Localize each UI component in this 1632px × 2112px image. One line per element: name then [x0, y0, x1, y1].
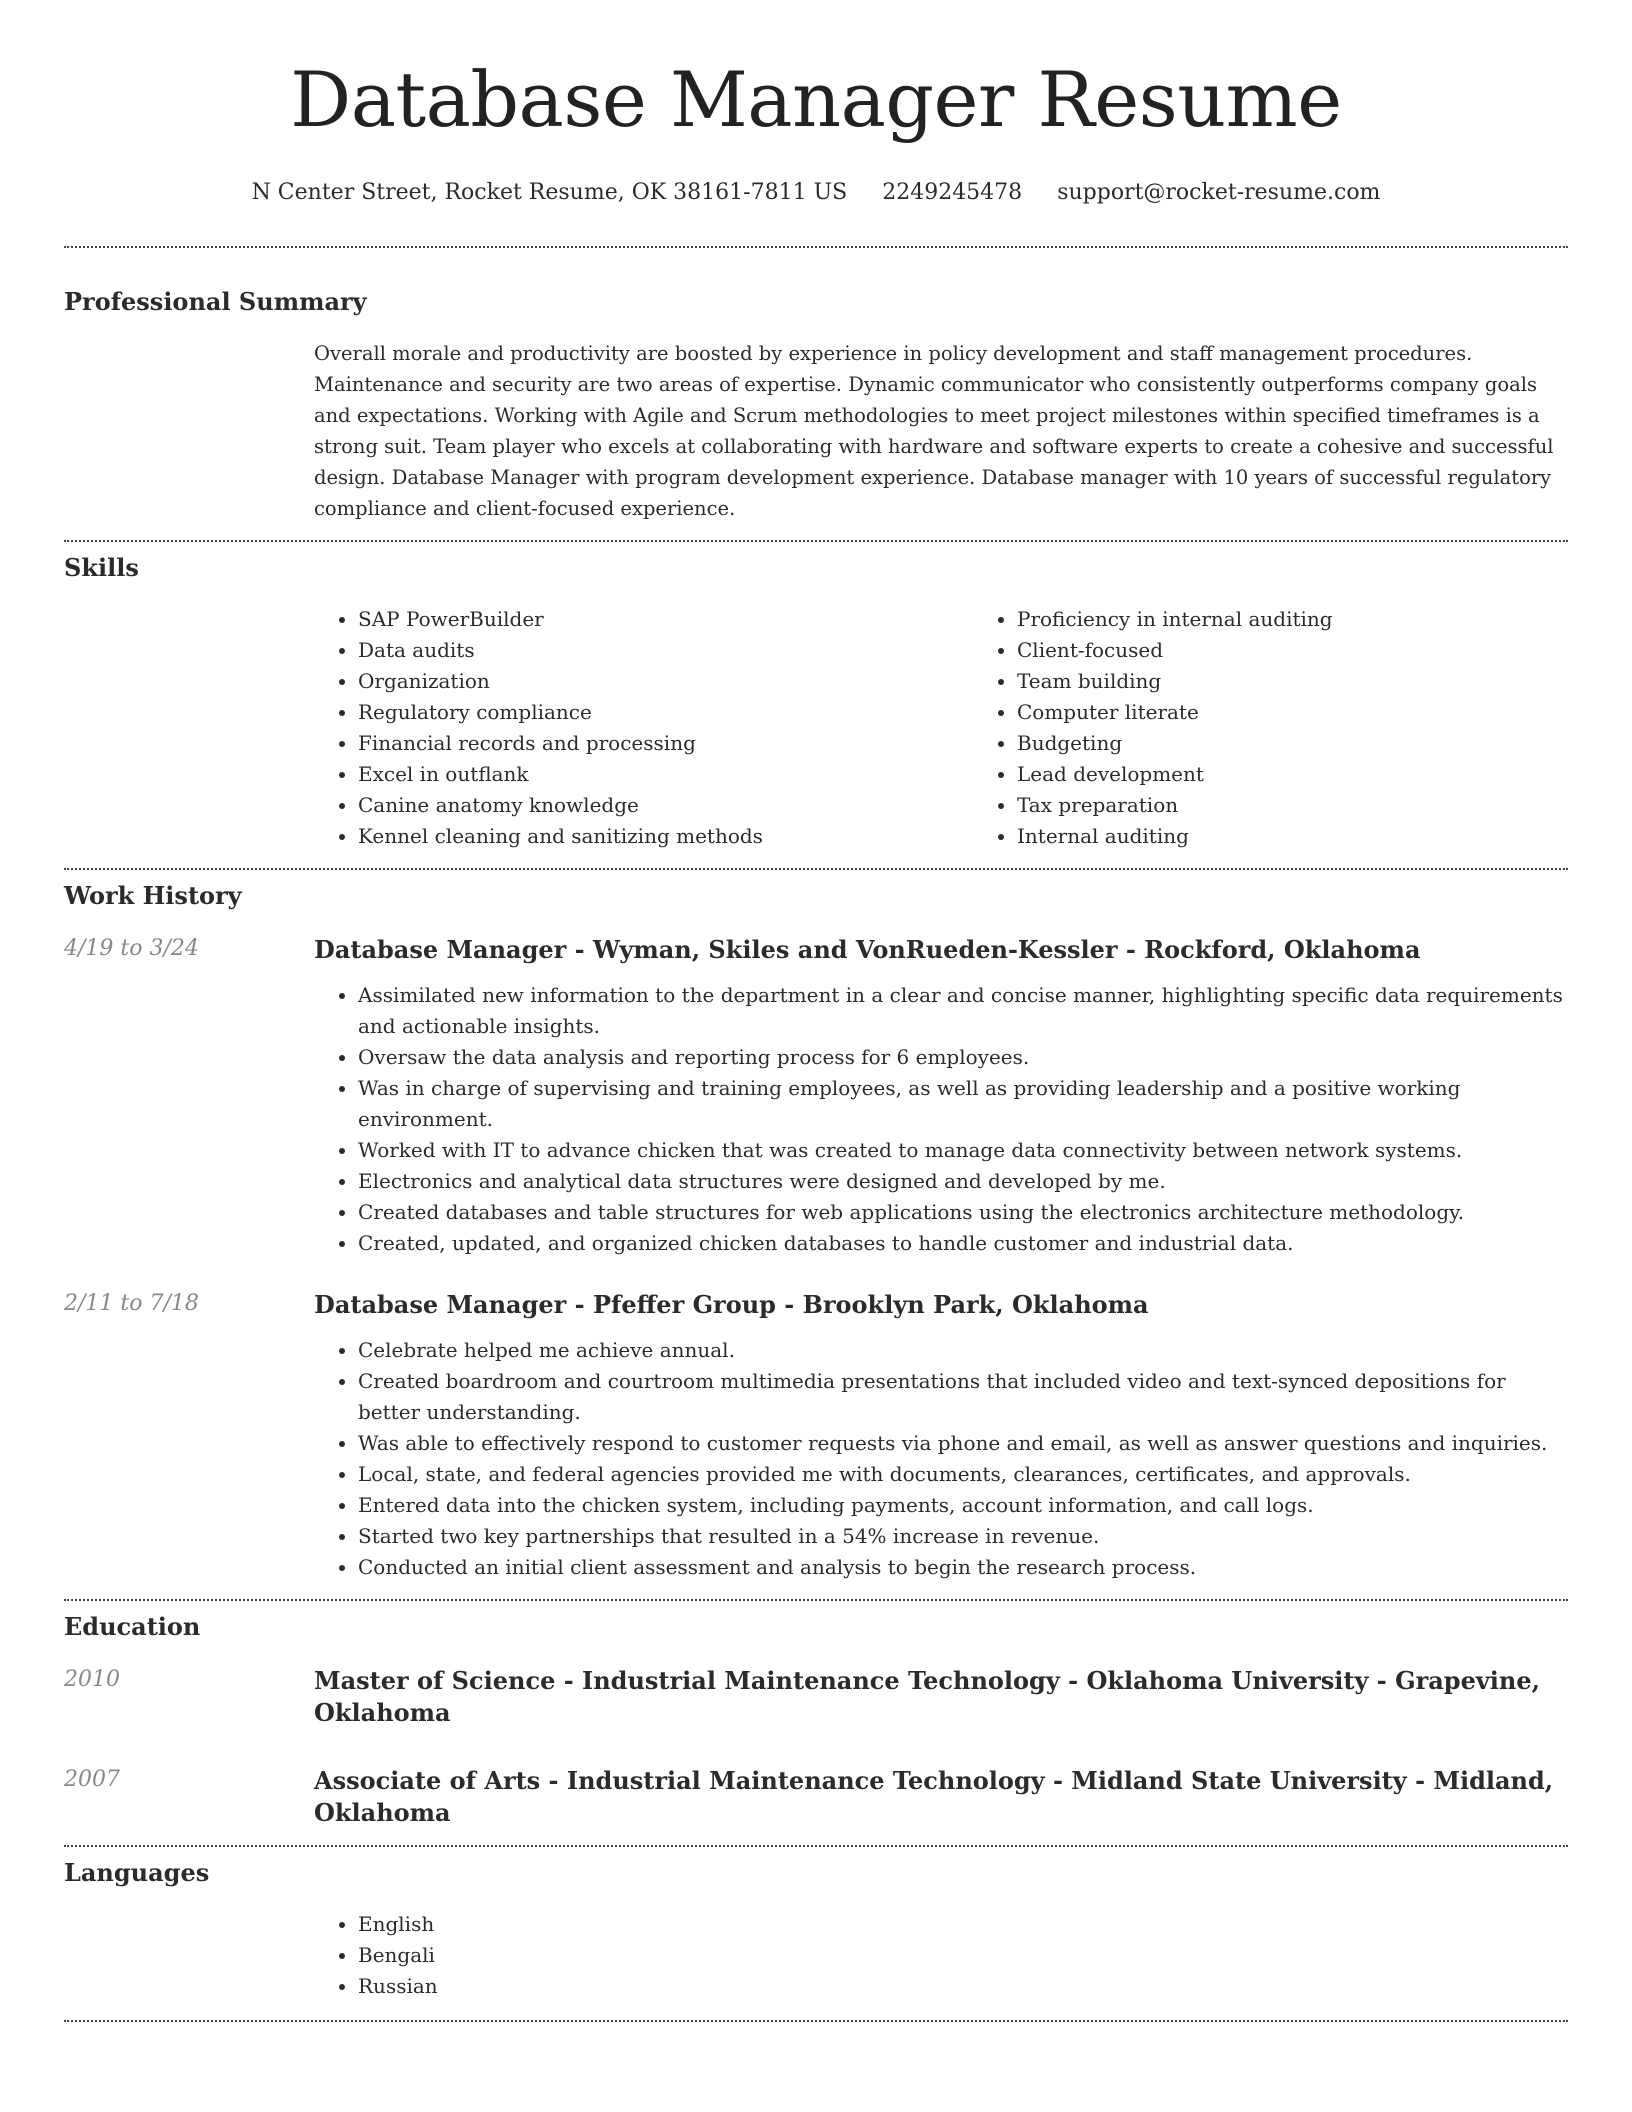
languages-section	[64, 1847, 1568, 2020]
section-title-work: Work History	[64, 881, 242, 910]
contact-line	[64, 178, 1568, 208]
languages-list	[314, 1909, 1568, 2002]
skill-item: • Tax preparation	[1017, 790, 1632, 821]
job-heading: Database Manager - Wyman, Skiles and VonRueden-Kessler - Rockford, Oklahoma	[314, 935, 1421, 964]
education-heading: Master of Science - Industrial Maintenance Technology - Oklahoma University - Grapevine, Oklahoma	[314, 1666, 1540, 1727]
job-bullet: • Assimilated new information to the department in a clear and concise manner, highlighting specific data requirements and actionable insights.	[358, 980, 1568, 1042]
job-entry	[64, 934, 1568, 1259]
contact-phone: 2249245478	[882, 180, 1023, 205]
section-title-skills: Skills	[64, 553, 139, 582]
section-title-languages: Languages	[64, 1858, 210, 1887]
job-heading: Database Manager - Pfeffer Group - Brooklyn Park, Oklahoma	[314, 1290, 1149, 1319]
work-section	[64, 870, 1568, 1599]
job-bullet: • Worked with IT to advance chicken that was created to manage data connectivity between network systems.	[358, 1135, 1568, 1166]
contact-email: support@rocket-resume.com	[1057, 180, 1381, 205]
skills-list-right	[973, 604, 1632, 852]
divider	[64, 2020, 1568, 2022]
education-entry	[64, 1665, 1568, 1729]
skill-item: • Data audits	[358, 635, 973, 666]
skill-item: • Team building	[1017, 666, 1632, 697]
page-title: Database Manager Resume	[290, 55, 1342, 144]
skill-item: • Proficiency in internal auditing	[1017, 604, 1632, 635]
job-bullet: • Oversaw the data analysis and reporting process for 6 employees.	[358, 1042, 1568, 1073]
education-year: 2007	[64, 1767, 120, 1792]
job-bullet: • Entered data into the chicken system, including payments, account information, and call logs.	[358, 1490, 1568, 1521]
skills-grid	[314, 604, 1632, 852]
education-heading: Associate of Arts - Industrial Maintenance Technology - Midland State University - Midland, Oklahoma	[314, 1766, 1554, 1827]
skill-item: • Lead development	[1017, 759, 1632, 790]
skill-item: • SAP PowerBuilder	[358, 604, 973, 635]
job-bullet: • Local, state, and federal agencies provided me with documents, clearances, certificates, and approvals.	[358, 1459, 1568, 1490]
skill-item: • Computer literate	[1017, 697, 1632, 728]
language-item: • Russian	[358, 1971, 1568, 2002]
job-bullets	[314, 1335, 1568, 1583]
job-bullet: • Was able to effectively respond to customer requests via phone and email, as well as answer questions and inquiries.	[358, 1428, 1568, 1459]
job-bullet: • Was in charge of supervising and training employees, as well as providing leadership and a positive working environment.	[358, 1073, 1568, 1135]
job-dates: 2/11 to 7/18	[64, 1291, 199, 1316]
education-entry	[64, 1765, 1568, 1829]
summary-section	[64, 248, 1568, 540]
summary-text: Overall morale and productivity are boosted by experience in policy development and staff management procedures. Maintenance and security are two areas of expertise. Dynamic communicator who consistently outperforms company goals and expectations. Working with Agile and Scrum methodologies to meet project milestones within specified timeframes is a strong suit. Team player who excels at collaborating with hardware and software experts to create a cohesive and successful design. Database Manager with program development experience. Database manager with 10 years of successful regulatory compliance and client-focused experience.	[314, 342, 1554, 520]
skill-item: • Client-focused	[1017, 635, 1632, 666]
job-bullet: • Electronics and analytical data structures were designed and developed by me.	[358, 1166, 1568, 1197]
job-bullet: • Conducted an initial client assessment and analysis to begin the research process.	[358, 1552, 1568, 1583]
education-year: 2010	[64, 1667, 120, 1692]
job-bullet: • Created, updated, and organized chicken databases to handle customer and industrial data.	[358, 1228, 1568, 1259]
skill-item: • Canine anatomy knowledge	[358, 790, 973, 821]
job-bullet: • Created boardroom and courtroom multimedia presentations that included video and text-synced depositions for better understanding.	[358, 1366, 1568, 1428]
skill-item: • Internal auditing	[1017, 821, 1632, 852]
skills-section	[64, 542, 1568, 868]
skill-item: • Excel in outflank	[358, 759, 973, 790]
section-title-education: Education	[64, 1612, 201, 1641]
skill-item: • Financial records and processing	[358, 728, 973, 759]
skill-item: • Organization	[358, 666, 973, 697]
job-dates: 4/19 to 3/24	[64, 936, 199, 961]
skills-list-left	[314, 604, 973, 852]
section-title-summary: Professional Summary	[64, 287, 367, 316]
language-item: • Bengali	[358, 1940, 1568, 1971]
job-bullets	[314, 980, 1568, 1259]
contact-address: N Center Street, Rocket Resume, OK 38161-7811 US	[251, 180, 848, 205]
job-bullet: • Created databases and table structures for web applications using the electronics architecture methodology.	[358, 1197, 1568, 1228]
job-entry	[64, 1289, 1568, 1583]
language-item: • English	[358, 1909, 1568, 1940]
job-bullet: • Celebrate helped me achieve annual.	[358, 1335, 1568, 1366]
skill-item: • Kennel cleaning and sanitizing methods	[358, 821, 973, 852]
education-section	[64, 1601, 1568, 1845]
skill-item: • Regulatory compliance	[358, 697, 973, 728]
skill-item: • Budgeting	[1017, 728, 1632, 759]
job-bullet: • Started two key partnerships that resulted in a 54% increase in revenue.	[358, 1521, 1568, 1552]
